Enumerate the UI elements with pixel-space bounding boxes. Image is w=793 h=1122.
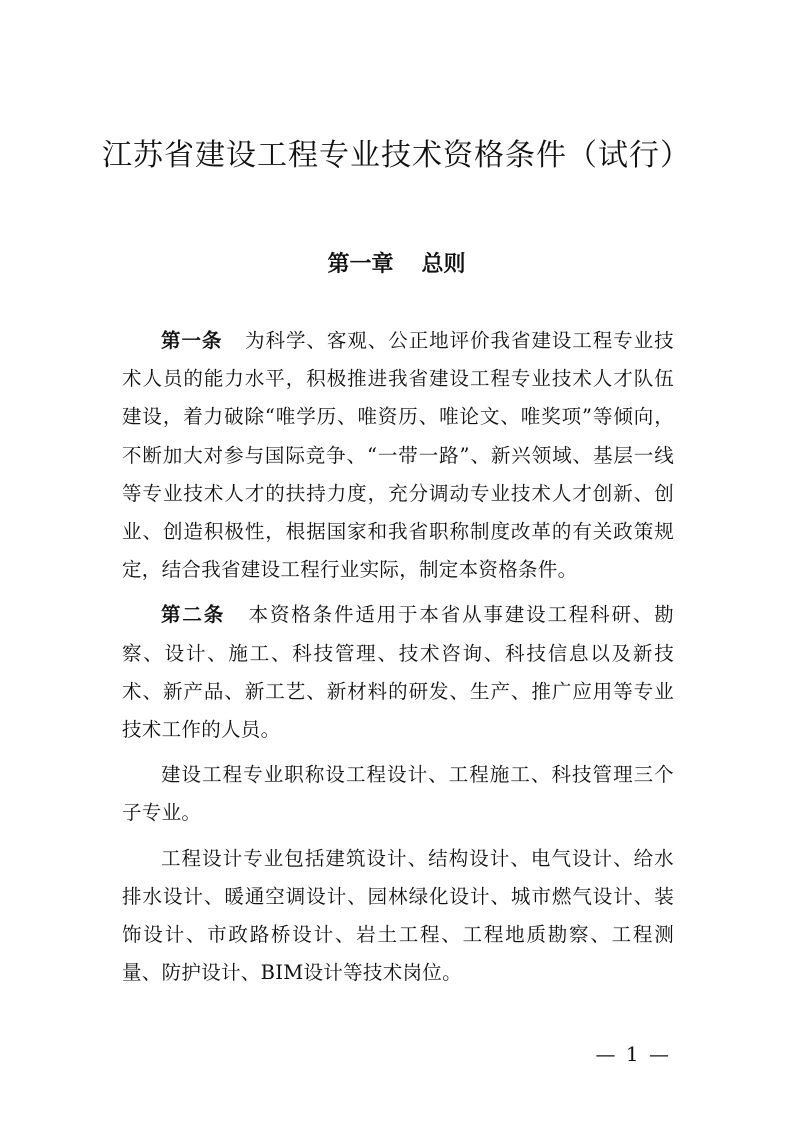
document-body <box>122 322 674 999</box>
paragraph-text: 工程设计专业包括建筑设计、结构设计、电气设计、给水排水设计、暖通空调设计、园林绿化设计、城市燃气设计、装饰设计、市政路桥设计、岩土工程、工程地质勘察、工程测量、防护设计、BIM设计等技术岗位。 <box>122 846 674 985</box>
paragraph-text: 本资格条件适用于本省从事建设工程科研、勘察、设计、施工、科技管理、技术咨询、科技信息以及新技术、新产品、新工艺、新材料的研发、生产、推广应用等专业技术工作的人员。 <box>122 603 674 742</box>
chapter-number: 第一章 <box>327 252 394 277</box>
paragraph-text: 为科学、客观、公正地评价我省建设工程专业技术人员的能力水平，积极推进我省建设工程专业技术人才队伍建设，着力破除“唯学历、唯资历、唯论文、唯奖项”等倾向，不断加大对参与国际竞争、“一带一路”、新兴领域、基层一线等专业技术人才的扶持力度，充分调动专业技术人才创新、创业、创造积极性，根据国家和我省职称制度改革的有关政策规定，结合我省建设工程行业实际，制定本资格条件。 <box>122 329 674 582</box>
paragraph-text: 建设工程专业职称设工程设计、工程施工、科技管理三个子专业。 <box>122 763 674 825</box>
page-number: — 1 — <box>595 1042 671 1066</box>
chapter-name: 总则 <box>421 252 466 277</box>
article-number: 第一条 <box>161 329 223 352</box>
document-title: 江苏省建设工程专业技术资格条件（试行） <box>102 138 691 173</box>
paragraph <box>122 756 674 832</box>
paragraph <box>122 840 674 993</box>
article-number: 第二条 <box>161 603 226 627</box>
chapter-heading <box>0 248 793 282</box>
paragraph <box>122 322 674 589</box>
paragraph <box>122 596 674 749</box>
